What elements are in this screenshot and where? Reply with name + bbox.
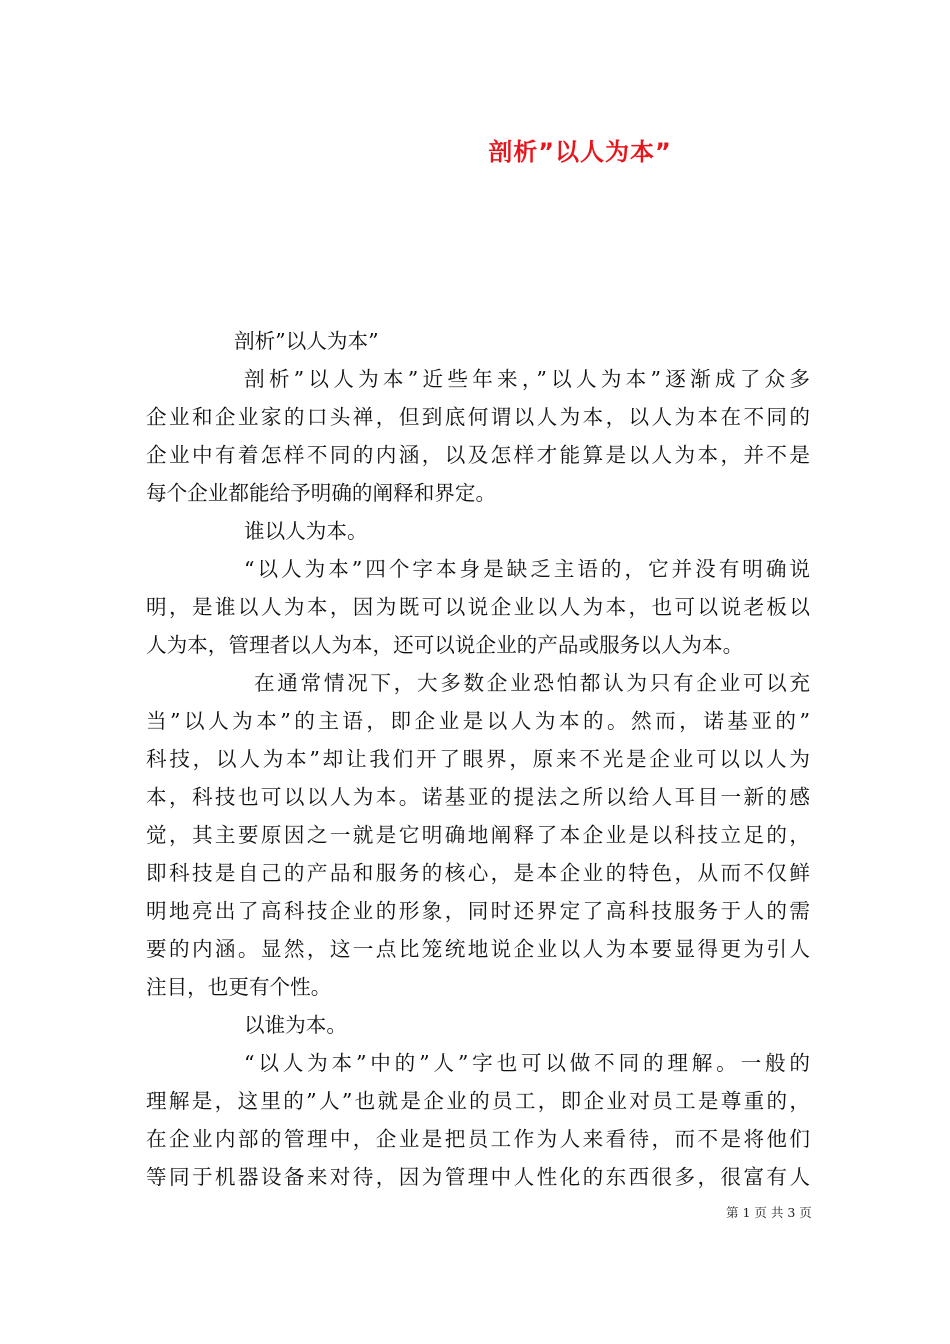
text-line: 本，科技也可以以人为本。诺基亚的提法之所以给人耳目一新的感 bbox=[146, 785, 810, 809]
text-line: 要的内涵。显然，这一点比笼统地说企业以人为本要显得更为引人 bbox=[146, 937, 810, 961]
text-line: 理解是，这里的”人”也就是企业的员工，即企业对员工是尊重的， bbox=[146, 1089, 810, 1113]
text-line: 明地亮出了高科技企业的形象，同时还界定了高科技服务于人的需 bbox=[146, 899, 810, 923]
text-line: 明，是谁以人为本，因为既可以说企业以人为本，也可以说老板以 bbox=[146, 595, 810, 619]
text-line: “以人为本”中的”人”字也可以做不同的理解。一般的 bbox=[244, 1051, 810, 1075]
text-line: 觉，其主要原因之一就是它明确地阐释了本企业是以科技立足的， bbox=[146, 823, 810, 847]
document-title: 剖析”以人为本” bbox=[488, 138, 672, 166]
text-line: 在企业内部的管理中，企业是把员工作为人来看待，而不是将他们 bbox=[146, 1127, 810, 1151]
text-line: 以谁为本。 bbox=[244, 1013, 347, 1037]
text-line: 企业和企业家的口头禅，但到底何谓以人为本，以人为本在不同的 bbox=[146, 405, 810, 429]
text-line: 在通常情况下，大多数企业恐怕都认为只有企业可以充 bbox=[254, 671, 810, 695]
text-line: 企业中有着怎样不同的内涵，以及怎样才能算是以人为本，并不是 bbox=[146, 443, 810, 467]
text-line: 即科技是自己的产品和服务的核心，是本企业的特色，从而不仅鲜 bbox=[146, 861, 810, 885]
document-body bbox=[146, 322, 810, 1196]
text-line: 人为本，管理者以人为本，还可以说企业的产品或服务以人为本。 bbox=[146, 633, 744, 657]
page-number: 第 1 页 共 3 页 bbox=[726, 1205, 812, 1220]
text-line: 等同于机器设备来对待，因为管理中人性化的东西很多，很富有人 bbox=[146, 1165, 810, 1189]
text-line: “以人为本”四个字本身是缺乏主语的，它并没有明确说 bbox=[244, 557, 810, 581]
text-line: 剖析”以人为本” bbox=[234, 329, 379, 353]
text-line: 科技，以人为本”却让我们开了眼界，原来不光是企业可以以人为 bbox=[146, 747, 810, 771]
text-line: 每个企业都能给予明确的阐释和界定。 bbox=[146, 481, 497, 505]
text-line: 谁以人为本。 bbox=[244, 519, 368, 543]
text-line: 剖析”以人为本”近些年来，”以人为本”逐渐成了众多 bbox=[244, 367, 810, 391]
text-line: 当”以人为本”的主语，即企业是以人为本的。然而，诺基亚的” bbox=[146, 709, 810, 733]
text-line: 注目，也更有个性。 bbox=[146, 975, 332, 999]
